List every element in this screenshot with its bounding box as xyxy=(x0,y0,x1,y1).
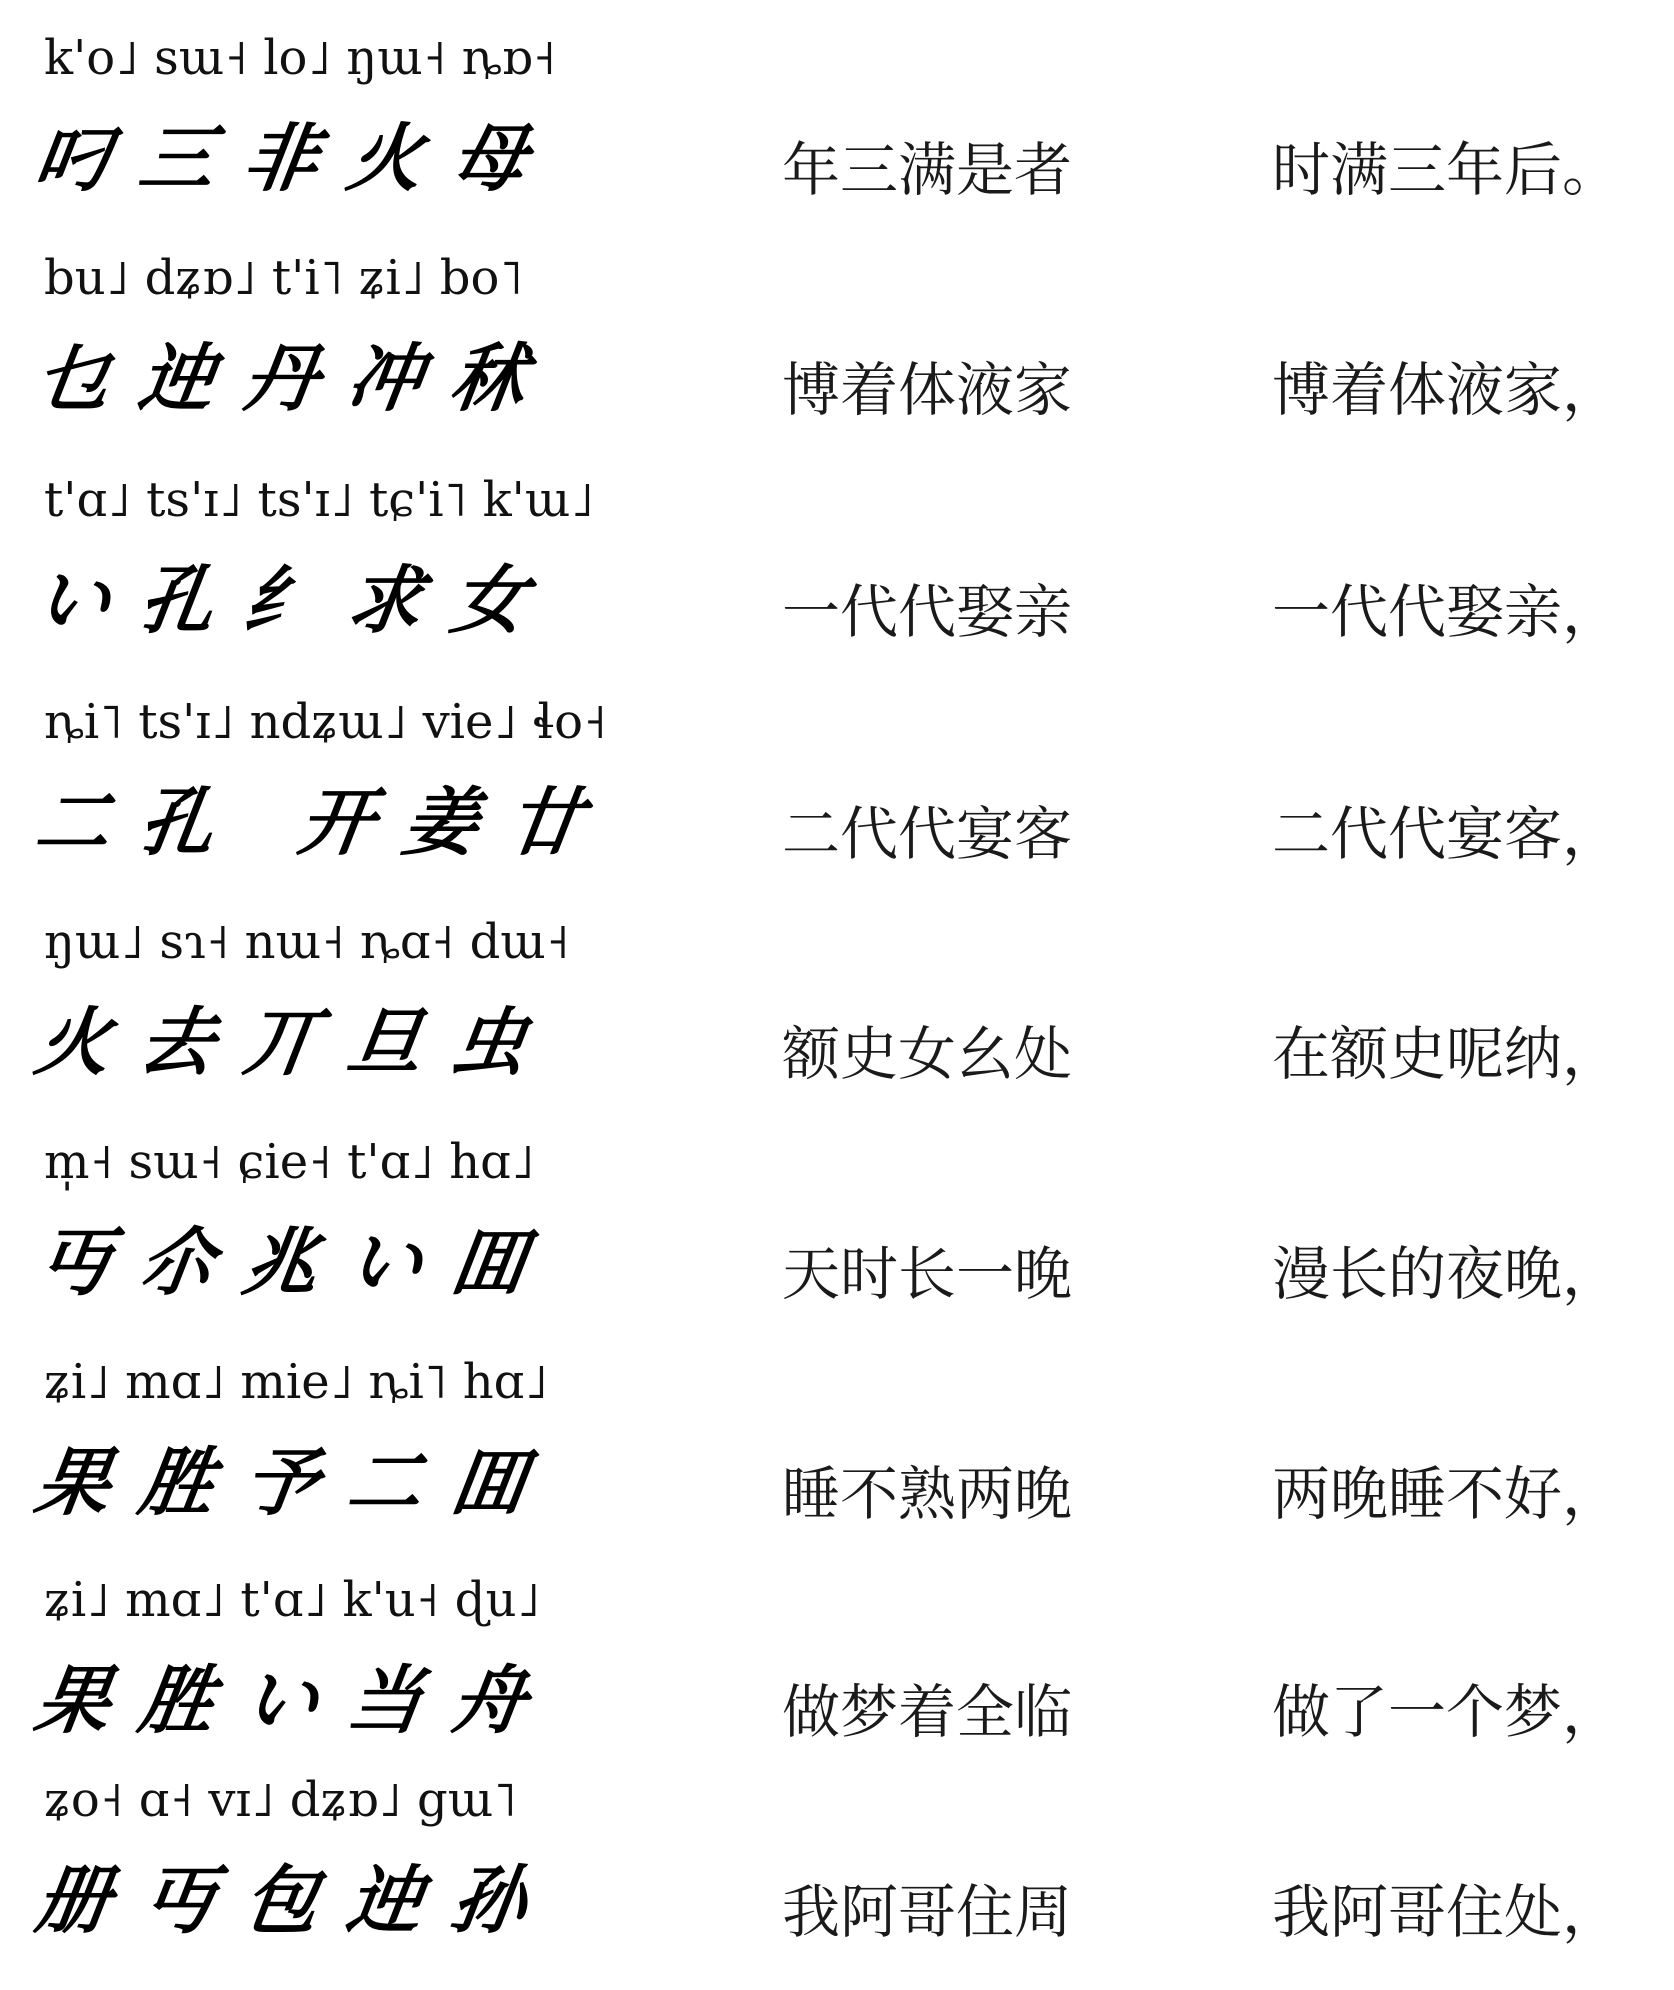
literal-gloss: 博着体液家 xyxy=(782,356,1073,424)
yi-script-line: 丏尒兆い囬 xyxy=(29,1220,563,1306)
ipa-line: ʑi˩ mɑ˩ mie˩ ȵi˥ hɑ˩ xyxy=(44,1354,549,1410)
free-translation: 做了一个梦， xyxy=(1272,1678,1621,1746)
verse-7 xyxy=(0,1352,1674,1572)
ipa-line: m̩˧ sɯ˧ ɕie˧ t'ɑ˩ hɑ˩ xyxy=(44,1134,535,1190)
ipa-line: t'ɑ˩ ts'ɪ˩ ts'ɪ˩ tɕ'i˥ k'ɯ˩ xyxy=(44,472,595,528)
verse-4 xyxy=(0,692,1674,912)
ipa-line: ʑi˩ mɑ˩ t'ɑ˩ k'u˧ ɖu˩ xyxy=(44,1572,541,1628)
free-translation: 一代代娶亲， xyxy=(1272,578,1621,646)
literal-gloss: 年三满是者 xyxy=(782,136,1073,204)
literal-gloss: 天时长一晚 xyxy=(782,1240,1073,1308)
free-translation: 我阿哥住处， xyxy=(1272,1878,1621,1946)
verse-6 xyxy=(0,1132,1674,1352)
verse-3 xyxy=(0,470,1674,690)
yi-script-line: 叼三非火母 xyxy=(29,116,563,202)
yi-script-line: 二孔 开姜廿 xyxy=(29,780,618,866)
literal-gloss: 二代代宴客 xyxy=(782,800,1073,868)
verse-5 xyxy=(0,912,1674,1132)
free-translation: 时满三年后。 xyxy=(1272,136,1621,204)
literal-gloss: 一代代娶亲 xyxy=(782,578,1073,646)
ipa-line: ȵi˥ ts'ɪ˩ ndʑɯ˩ vie˩ ɬo˧ xyxy=(44,694,607,750)
ipa-line: ʑo˧ ɑ˧ vɪ˩ dʑɒ˩ gɯ˥ xyxy=(44,1772,517,1828)
free-translation: 二代代宴客， xyxy=(1272,800,1621,868)
verse-9 xyxy=(0,1770,1674,1990)
literal-gloss: 做梦着全临 xyxy=(782,1678,1073,1746)
verse-8 xyxy=(0,1570,1674,1790)
literal-gloss: 额史女幺处 xyxy=(782,1020,1073,1088)
literal-gloss: 我阿哥住周 xyxy=(782,1878,1073,1946)
free-translation: 博着体液家， xyxy=(1272,356,1621,424)
ipa-line: k'o˩ sɯ˧ lo˩ ŋɯ˧ ȵɒ˧ xyxy=(44,30,557,86)
verse-1 xyxy=(0,28,1674,248)
literal-gloss: 睡不熟两晚 xyxy=(782,1460,1073,1528)
yi-script-line: 果胜い当舟 xyxy=(29,1658,563,1744)
verse-2 xyxy=(0,248,1674,468)
free-translation: 两晚睡不好， xyxy=(1272,1460,1621,1528)
yi-script-line: 火去丌旦虫 xyxy=(29,1000,563,1086)
yi-script-line: い孔纟求女 xyxy=(29,558,563,644)
yi-script-line: 乜迚丹冲秫 xyxy=(29,336,563,422)
ipa-line: bu˩ dʑɒ˩ t'i˥ ʑi˩ bo˥ xyxy=(44,250,524,306)
yi-script-line: 册丏包迚孙 xyxy=(29,1858,563,1944)
free-translation: 漫长的夜晚， xyxy=(1272,1240,1621,1308)
yi-script-line: 果胜予二囬 xyxy=(29,1440,563,1526)
ipa-line: ŋɯ˩ sɿ˧ nɯ˧ ȵɑ˧ dɯ˧ xyxy=(44,914,570,970)
free-translation: 在额史呢纳， xyxy=(1272,1020,1621,1088)
